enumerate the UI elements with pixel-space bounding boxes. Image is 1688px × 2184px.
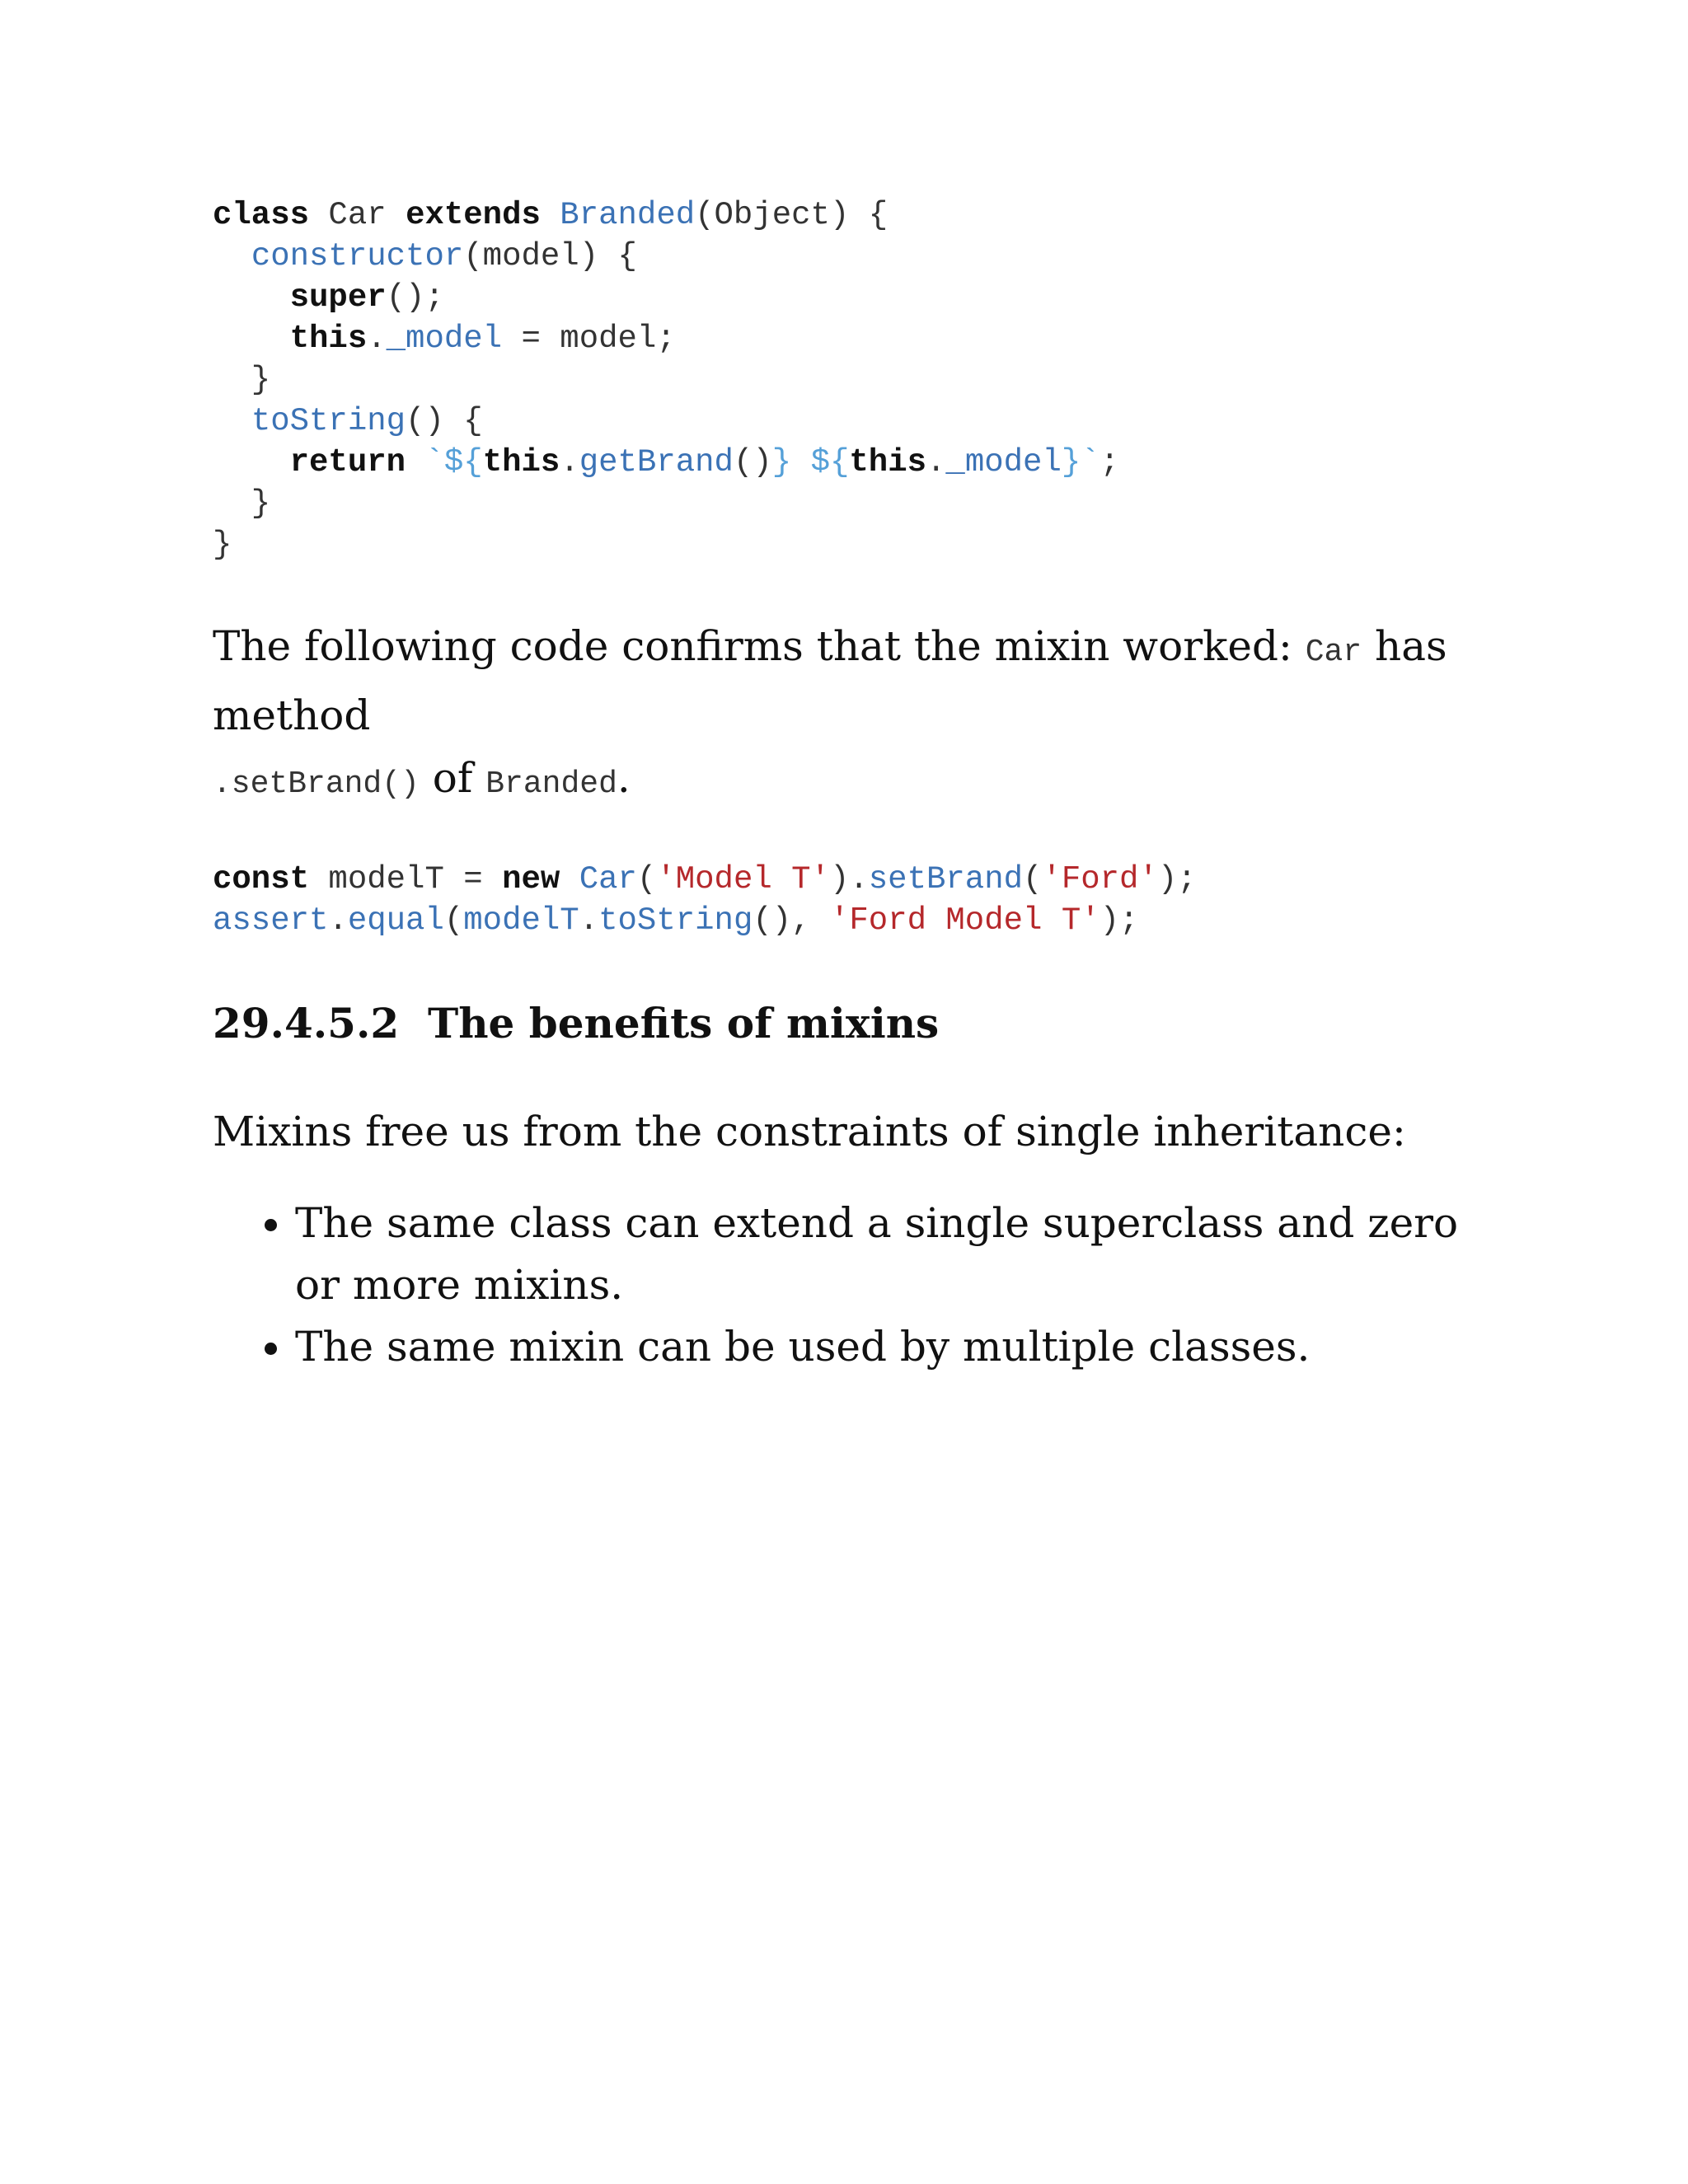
page-content (213, 194, 1498, 1378)
code-token: = model; (502, 321, 676, 357)
code-token: 'Model T' (656, 861, 830, 898)
code-token (541, 197, 560, 233)
code-token (560, 861, 579, 898)
code-line (213, 318, 1498, 359)
code-block-car-class (213, 194, 1498, 565)
list-item: • The same class can extend a single superclass and zero or more mixins. (295, 1193, 1498, 1316)
code-token: ); (1157, 861, 1197, 898)
code-line (213, 483, 1498, 524)
code-block-model-t (213, 859, 1498, 941)
code-token: ); (1100, 902, 1139, 939)
code-token: } (213, 527, 232, 563)
code-token: class (213, 197, 310, 233)
code-token: modelT = (309, 861, 503, 898)
list-item: • The same mixin can be used by multiple classes. (295, 1316, 1498, 1378)
code-token: this (849, 444, 927, 480)
code-token: _model (945, 444, 1062, 480)
code-token: . (926, 444, 946, 480)
paragraph-text: The following code confirms that the mixin worked: (213, 622, 1306, 670)
code-line (213, 401, 1498, 442)
code-token: () (733, 444, 772, 480)
code-token: this (482, 444, 560, 480)
code-token: (model) { (463, 238, 637, 274)
code-token: (Object) { (695, 197, 889, 233)
code-line (213, 359, 1498, 401)
code-token (406, 444, 424, 480)
code-token: 'Ford Model T' (829, 902, 1100, 939)
code-token: new (502, 861, 560, 898)
code-token: (); (386, 279, 444, 316)
inline-code-car: Car (1305, 635, 1362, 670)
code-token: constructor (251, 238, 464, 274)
code-token (213, 444, 290, 480)
code-token: Car (579, 861, 637, 898)
code-line (213, 859, 1498, 900)
code-token: const (213, 861, 310, 898)
paragraph-text: of (419, 754, 486, 802)
code-token: assert (213, 902, 329, 939)
paragraph-mixins-intro: Mixins free us from the constraints of single inheritance: (213, 1108, 1406, 1155)
code-token: ). (829, 861, 869, 898)
benefits-list (213, 1193, 1498, 1378)
code-token: extends (406, 197, 541, 233)
code-token: Car (309, 197, 406, 233)
code-token: . (560, 444, 579, 480)
code-token: } (213, 485, 271, 522)
code-token: getBrand (579, 444, 734, 480)
code-line (213, 524, 1498, 565)
code-token (213, 238, 251, 274)
code-token (213, 403, 251, 439)
code-token: super (289, 279, 387, 316)
code-line (213, 277, 1498, 318)
code-token: setBrand (868, 861, 1024, 898)
inline-code-setbrand: .setBrand() (213, 766, 420, 802)
paragraph-text: . (617, 754, 631, 802)
code-token: (), (753, 902, 830, 939)
section-number: 29.4.5.2 (213, 999, 400, 1047)
inline-code-branded: Branded (485, 766, 617, 802)
code-line (213, 194, 1498, 236)
code-token (213, 321, 290, 357)
code-token (213, 279, 290, 316)
code-token: Branded (560, 197, 696, 233)
code-token: 'Ford' (1042, 861, 1158, 898)
code-token: equal (347, 902, 444, 939)
paragraph-text: has method (213, 622, 1447, 739)
paragraph-mixin-confirmation (213, 615, 1498, 816)
code-token: () { (406, 403, 483, 439)
code-token: ( (636, 861, 657, 898)
code-token: ( (1023, 861, 1043, 898)
code-line (213, 236, 1498, 277)
code-token: _model (386, 321, 503, 357)
code-token: return (289, 444, 406, 480)
code-token: `${ (424, 444, 483, 480)
code-token: toString (251, 403, 406, 439)
code-token: } ${ (771, 444, 850, 480)
code-token: . (579, 902, 599, 939)
code-token: } (213, 362, 271, 398)
code-line (213, 442, 1498, 483)
code-token: ( (443, 902, 464, 939)
code-token: modelT (463, 902, 579, 939)
section-title: The benefits of mixins (428, 999, 940, 1047)
section-heading (213, 999, 1498, 1047)
code-line (213, 900, 1498, 941)
code-token: this (289, 321, 368, 357)
code-token: toString (598, 902, 753, 939)
code-token: }` (1061, 444, 1100, 480)
code-token: . (328, 902, 348, 939)
code-token: ; (1100, 444, 1120, 480)
code-token: . (367, 321, 387, 357)
